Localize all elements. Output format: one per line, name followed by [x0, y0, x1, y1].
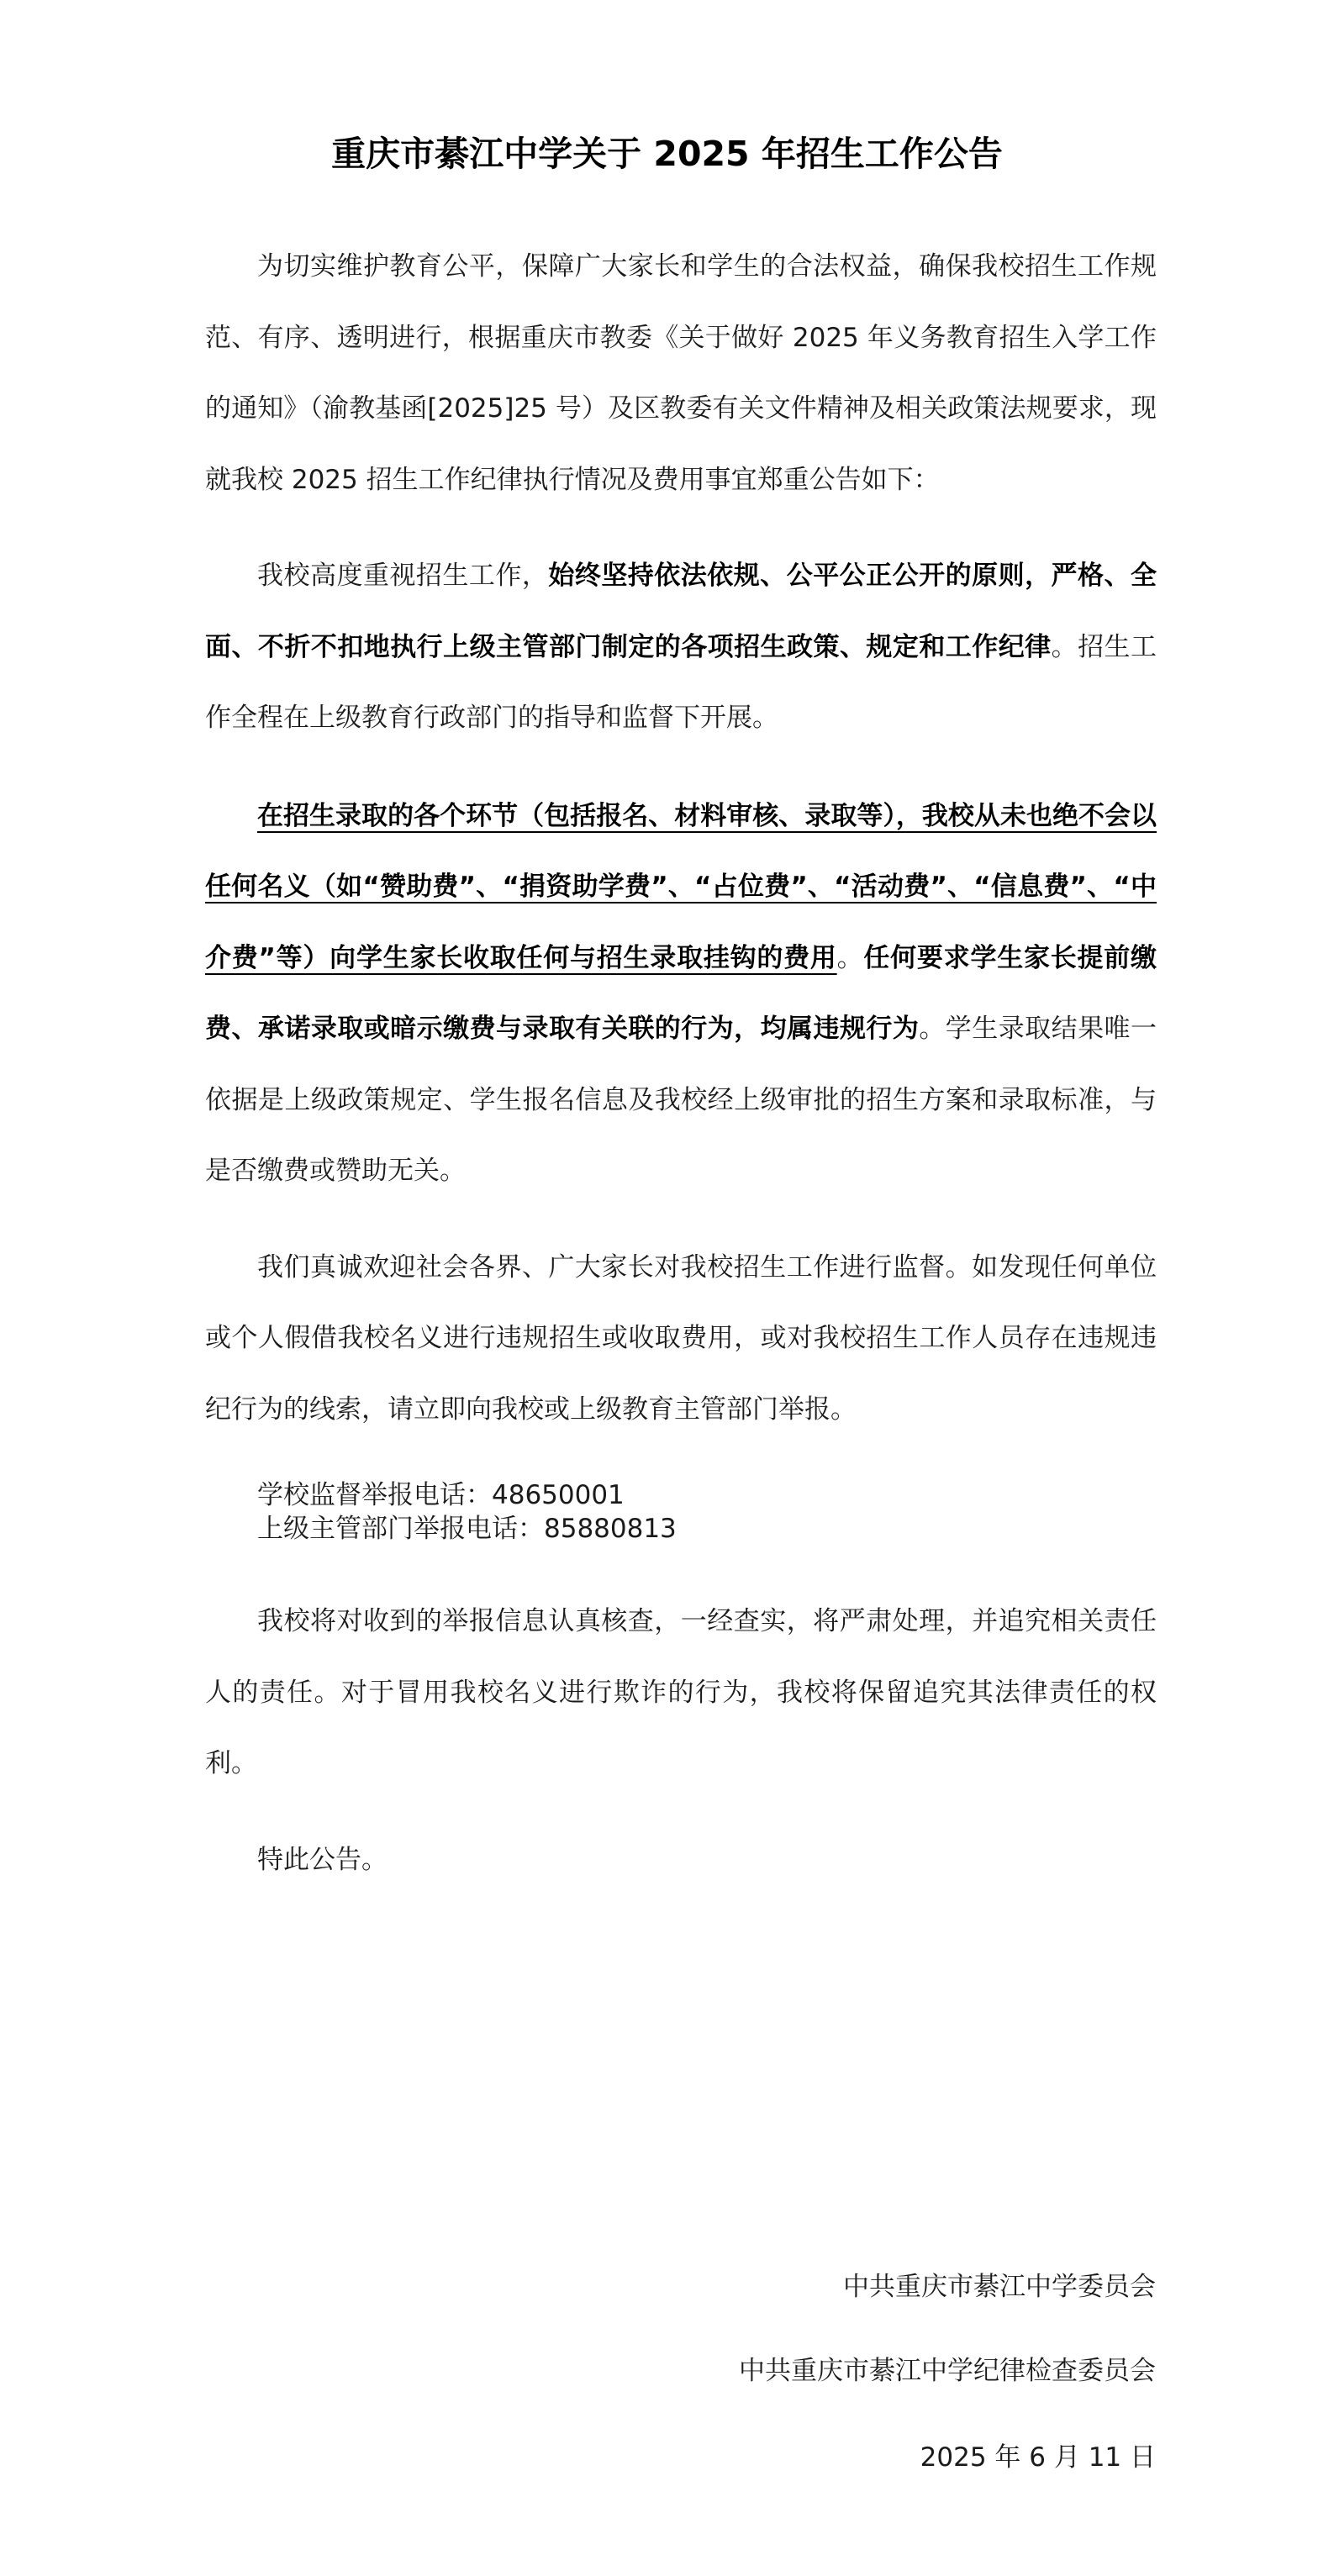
paragraph-closing: 特此公告。	[257, 1844, 388, 1875]
notice-body	[205, 231, 1157, 1895]
paragraph-supervision: 我们真诚欢迎社会各界、广大家长对我校招生工作进行监督。如发现任何单位或个人假借我校名义进行违规招生或收取费用，或对我校招生工作人员存在违规违纪行为的线索，请立即向我校或上级教育主管部门举报。	[205, 1251, 1157, 1425]
principle-end-text: 。招生工作全程在上级教育行政部门的指导和监督下开展。	[205, 631, 1157, 733]
paragraph-intro: 为切实维护教育公平，保障广大家长和学生的合法权益，确保我校招生工作规范、有序、透明进行，根据重庆市教委《关于做好 2025 年义务教育招生入学工作的通知》（渝教基函[2025]25 号）及区教委有关文件精神及相关政策法规要求，现就我校 2025 招生工作纪律执行情况及费用事宜郑重公告如下：	[205, 251, 1157, 495]
page-title: 重庆市綦江中学关于 2025 年招生工作公告	[331, 134, 1003, 174]
signature-date: 2025 年 6 月 11 日	[920, 2442, 1156, 2473]
principle-bold-text: 始终坚持依法依规、公平公正公开的原则，严格、全面、不折不扣地执行上级主管部门制定的各项招生政策、规定和工作纪律	[205, 561, 1157, 662]
no-fees-separator: 。	[836, 942, 864, 973]
school-hotline	[257, 1478, 1157, 1512]
school-hotline-label: 学校监督举报电话：	[257, 1480, 492, 1510]
paragraph-principle	[205, 540, 1157, 754]
paragraph-handling: 我校将对收到的举报信息认真核查，一经查实，将严肃处理，并追究相关责任人的责任。对于冒用我校名义进行欺诈的行为，我校将保留追究其法律责任的权利。	[205, 1606, 1157, 1778]
superior-hotline-label: 上级主管部门举报电话：	[257, 1514, 544, 1544]
signature-party-committee: 中共重庆市綦江中学委员会	[843, 2272, 1156, 2302]
signature-discipline-committee: 中共重庆市綦江中学纪律检查委员会	[739, 2356, 1156, 2386]
superior-hotline	[257, 1512, 1157, 1546]
no-fees-end-text: 。学生录取结果唯一依据是上级政策规定、学生报名信息及我校经上级审批的招生方案和录取标准，与是否缴费或赞助无关。	[205, 1014, 1157, 1186]
paragraph-no-fees	[205, 781, 1157, 1207]
school-hotline-number: 48650001	[492, 1480, 625, 1510]
principle-lead-text: 我校高度重视招生工作，	[257, 561, 549, 591]
contact-block	[205, 1478, 1157, 1546]
superior-hotline-number: 85880813	[544, 1514, 677, 1544]
no-fees-underlined-text: 在招生录取的各个环节（包括报名、材料审核、录取等），我校从未也绝不会以任何名义（如“赞助费”、“捐资助学费”、“占位费”、“活动费”、“信息费”、“中介费”等）向学生家长收取任何与招生录取挂钩的费用	[205, 800, 1157, 973]
violation-bold-text: 任何要求学生家长提前缴费、承诺录取或暗示缴费与录取有关联的行为，均属违规行为	[205, 942, 1157, 1044]
